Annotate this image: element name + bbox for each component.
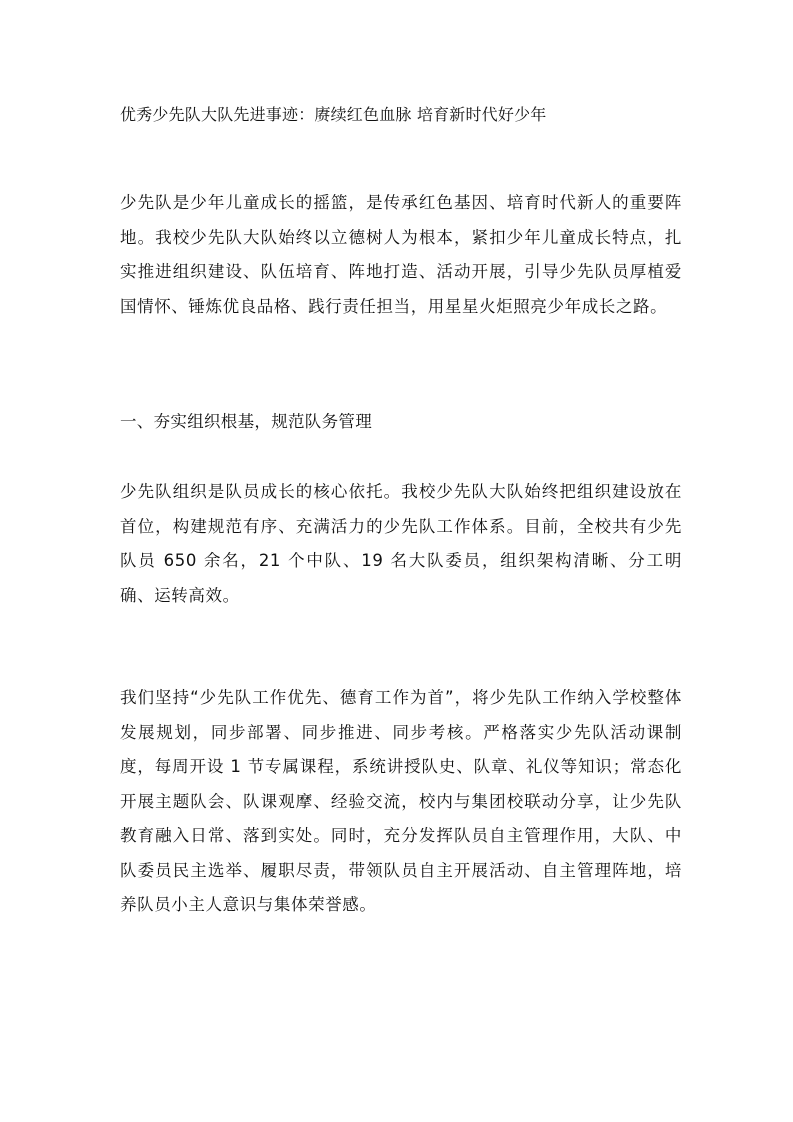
- section-heading: 一、夯实组织根基，规范队务管理: [120, 412, 372, 431]
- intro-paragraph: 少先队是少年儿童成长的摇篮，是传承红色基因、培育时代新人的重要阵地。我校少先队大队始终以立德树人为根本，紧扣少年儿童成长特点，扎实推进组织建设、队伍培育、阵地打造、活动开展，引导少先队员厚植爱国情怀、锤炼优良品格、践行责任担当，用星星火炬照亮少年成长之路。: [120, 193, 682, 316]
- document-title: 优秀少先队大队先进事迹：赓续红色血脉 培育新时代好少年: [120, 105, 547, 124]
- section-paragraph-2: 我们坚持“少先队工作优先、德育工作为首”，将少先队工作纳入学校整体发展规划，同步部署、同步推进、同步考核。严格落实少先队活动课制度，每周开设 1 节专属课程，系统讲授队史、队章、礼仪等知识；常态化开展主题队会、队课观摩、经验交流，校内与集团校联动分享，让少先队教育融入日常、落到实处。同时，充分发挥队员自主管理作用，大队、中队委员民主选举、履职尽责，带领队员自主开展活动、自主管理阵地，培养队员小主人意识与集体荣誉感。: [120, 688, 682, 914]
- section-paragraph-1: 少先队组织是队员成长的核心依托。我校少先队大队始终把组织建设放在首位，构建规范有序、充满活力的少先队工作体系。目前，全校共有少先队员 650 余名，21 个中队、19 名大队委员，组织架构清晰、分工明确、运转高效。: [120, 482, 682, 605]
